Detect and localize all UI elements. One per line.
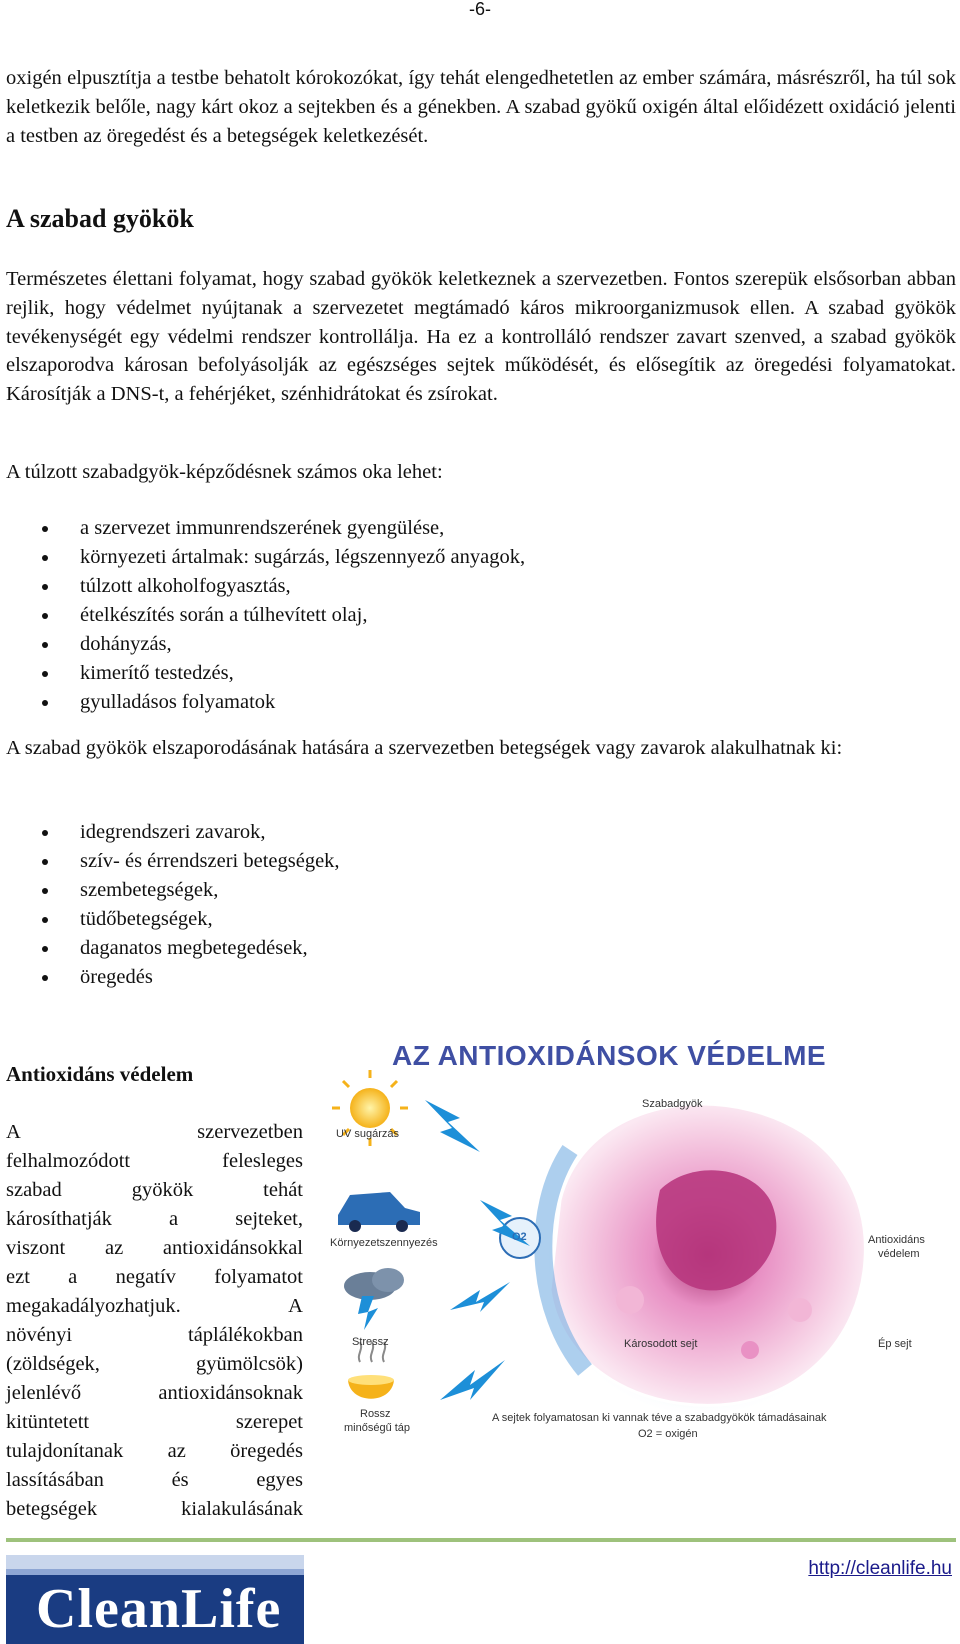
cleanlife-logo bbox=[6, 1555, 304, 1644]
text-line: szabad gyökök tehát bbox=[6, 1179, 303, 1201]
list-item: a szervezet immunrendszerének gyengülése, bbox=[0, 514, 525, 543]
figure-caption-o2: O2 = oxigén bbox=[638, 1428, 698, 1440]
list-item: gyulladásos folyamatok bbox=[0, 688, 525, 717]
antioxidant-paragraph bbox=[6, 1118, 303, 1524]
text-line: tulajdonítanak az öregedés bbox=[6, 1440, 303, 1462]
list-item: ételkészítés során a túlhevített olaj, bbox=[0, 601, 525, 630]
cell-organelle bbox=[788, 1298, 812, 1322]
list-item: túlzott alkoholfogyasztás, bbox=[0, 572, 525, 601]
label-stress: Stressz bbox=[352, 1336, 389, 1348]
page-number: -6- bbox=[469, 0, 491, 19]
cell-organelle bbox=[616, 1286, 644, 1314]
car-icon bbox=[338, 1192, 420, 1232]
list-item: környezeti ártalmak: sugárzás, légszennyező anyagok, bbox=[0, 543, 525, 572]
cell-organelle bbox=[741, 1341, 759, 1359]
list-item: daganatos megbetegedések, bbox=[0, 934, 340, 963]
section-heading-free-radicals: A szabad gyökök bbox=[6, 204, 194, 233]
list-item: öregedés bbox=[0, 963, 340, 992]
causes-intro: A túlzott szabadgyök-képződésnek számos oka lehet: bbox=[6, 461, 443, 483]
free-radicals-paragraph: Természetes élettani folyamat, hogy szabad gyökök keletkeznek a szervezetben. Fontos szerepük elsősorban abban rejlik, hogy védelmet nyújtanak a szervezetet megtámadó káros mikroorganizmusok ellen. A szabad gyökök tevékenységét egy védelmi rendszer kontrollálja. Ha ez a kontrolláló rendszer zavart szenved, a szabad gyökök elszaporodva károsan befolyásolják az egészséges sejtek működését, és elősegítik az öregedési folyamatokat. Károsítják a DNS-t, a fehérjéket, szénhidrátokat és zsírokat. bbox=[6, 268, 956, 406]
logo-text: CleanLife bbox=[36, 1578, 282, 1640]
bowl-icon bbox=[348, 1342, 394, 1399]
label-food-line2: minőségű táp bbox=[344, 1422, 411, 1434]
label-o2: O2 bbox=[512, 1231, 527, 1243]
list-item: idegrendszeri zavarok, bbox=[0, 818, 340, 847]
text-line: ezt a negatív folyamatot bbox=[6, 1266, 303, 1288]
text-line: viszont az antioxidánsokkal bbox=[6, 1237, 303, 1259]
text-line: felhalmozódott felesleges bbox=[6, 1150, 303, 1172]
label-uv: UV sugárzás bbox=[336, 1128, 399, 1140]
intro-paragraph: oxigén elpusztítja a testbe behatolt kórokozókat, így tehát elengedhetetlen az ember számára, másrészről, ha túl sok keletkezik belőle, nagy kárt okoz a sejtekben és a génekben. A szabad gyökű oxigén által előidézett oxidáció jelenti a testben az öregedést és a betegségek keletkezését. bbox=[6, 67, 956, 147]
list-item: kimerítő testedzés, bbox=[0, 659, 525, 688]
text-line: növényi táplálékokban bbox=[6, 1324, 303, 1346]
label-food-line1: Rossz bbox=[360, 1408, 391, 1420]
figure-title: AZ ANTIOXIDÁNSOK VÉDELME bbox=[392, 1040, 827, 1071]
label-antioxidant-line2: védelem bbox=[878, 1248, 920, 1260]
label-healthy-cell: Ép sejt bbox=[878, 1338, 912, 1350]
label-pollution: Környezetszennyezés bbox=[330, 1237, 438, 1249]
list-item: dohányzás, bbox=[0, 630, 525, 659]
storm-cloud-icon bbox=[344, 1268, 404, 1330]
text-line: betegségek kialakulásának bbox=[6, 1498, 303, 1520]
sun-icon bbox=[350, 1088, 390, 1128]
list-item: szív- és érrendszeri betegségek, bbox=[0, 847, 340, 876]
text-line: kitüntetett szerepet bbox=[6, 1411, 303, 1433]
section-heading-antioxidant: Antioxidáns védelem bbox=[6, 1062, 194, 1086]
text-line: A szervezetben bbox=[6, 1121, 303, 1143]
label-antioxidant-line1: Antioxidáns bbox=[868, 1234, 925, 1246]
label-damaged-cell: Károsodott sejt bbox=[624, 1338, 698, 1350]
list-item: tüdőbetegségek, bbox=[0, 905, 340, 934]
effects-intro: A szabad gyökök elszaporodásának hatására a szervezetben betegségek vagy zavarok alakulhatnak ki: bbox=[6, 737, 843, 759]
text-line: lassításában és egyes bbox=[6, 1469, 303, 1491]
causes-list bbox=[0, 514, 525, 717]
text-line: megakadályozhatjuk. A bbox=[6, 1295, 303, 1317]
figure-caption: A sejtek folyamatosan ki vannak téve a szabadgyökök támadásainak bbox=[492, 1412, 827, 1424]
label-free-radical: Szabadgyök bbox=[642, 1098, 703, 1110]
text-line: jelenlévő antioxidánsoknak bbox=[6, 1382, 303, 1404]
website-link[interactable]: http://cleanlife.hu bbox=[808, 1558, 952, 1579]
footer-divider bbox=[6, 1538, 956, 1542]
effects-list bbox=[0, 818, 340, 992]
list-item: szembetegségek, bbox=[0, 876, 340, 905]
antioxidant-infographic bbox=[330, 1040, 960, 1500]
text-line: károsíthatják a sejteket, bbox=[6, 1208, 303, 1230]
text-line: (zöldségek, gyümölcsök) bbox=[6, 1353, 303, 1375]
